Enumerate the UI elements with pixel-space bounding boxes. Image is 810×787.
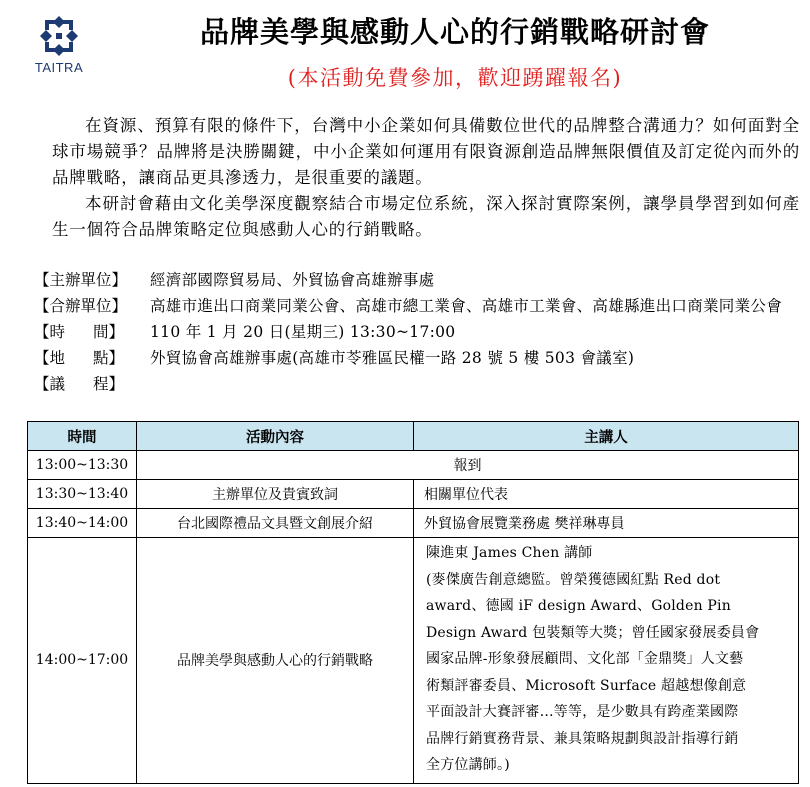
row-time: 13:40~14:00 bbox=[28, 509, 137, 538]
agenda-label-row bbox=[34, 372, 800, 397]
row-time: 13:00~13:30 bbox=[28, 451, 137, 480]
page-subtitle: (本活動免費參加，歡迎踴躍報名) bbox=[287, 66, 623, 90]
speaker-line: 國家品牌-形象發展顧問、文化部「金鼎獎」人文藝 bbox=[426, 651, 744, 667]
speaker-line: 品牌行銷實務背景、兼具策略規劃與設計指導行銷 bbox=[426, 730, 739, 747]
event-info bbox=[34, 268, 800, 398]
co-organizer-row bbox=[34, 294, 800, 319]
header-speaker: 主講人 bbox=[414, 422, 799, 451]
row-content: 報到 bbox=[137, 451, 799, 480]
speaker-line: 平面設計大賽評審…等等，是少數具有跨產業國際 bbox=[426, 704, 739, 720]
co-organizer-label: 【合辦單位】 bbox=[34, 297, 128, 315]
row-time: 14:00~17:00 bbox=[28, 538, 137, 784]
time-label: 【時 間】 bbox=[34, 323, 125, 341]
row-speaker-bio bbox=[414, 538, 799, 784]
taitra-logo bbox=[26, 14, 92, 84]
header-time: 時間 bbox=[28, 422, 137, 451]
intro-paragraph-2: 本研討會藉由文化美學深度觀察結合市場定位系統，深入探討實際案例，讓學員學習到如何產生一個符合品牌策略定位與感動人心的行銷戰略。 bbox=[52, 194, 800, 239]
agenda-table bbox=[27, 421, 799, 784]
agenda-label: 【議 程】 bbox=[34, 375, 125, 393]
organizer-value: 經濟部國際貿易局、外貿協會高雄辦事處 bbox=[150, 271, 435, 289]
row-content: 主辦單位及貴賓致詞 bbox=[137, 480, 414, 509]
intro-section bbox=[52, 113, 800, 243]
table-row bbox=[28, 509, 799, 538]
place-value: 外貿協會高雄辦事處(高雄市苓雅區民權一路 28 號 5 樓 503 會議室) bbox=[150, 349, 635, 367]
row-content: 品牌美學與感動人心的行銷戰略 bbox=[137, 538, 414, 784]
speaker-line: (麥傑廣告創意總監。曾榮獲德國紅點 Red dot bbox=[426, 571, 721, 588]
speaker-line: 全方位講師。) bbox=[426, 757, 510, 773]
row-speaker: 外貿協會展覽業務處 樊祥琳專員 bbox=[414, 509, 799, 538]
speaker-line: Design Award 包裝類等大獎；曾任國家發展委員會 bbox=[426, 624, 760, 641]
place-label: 【地 點】 bbox=[34, 349, 125, 367]
taitra-emblem-icon bbox=[36, 14, 82, 58]
intro-paragraph-1: 在資源、預算有限的條件下，台灣中小企業如何具備數位世代的品牌整合溝通力？如何面對全球市場競爭？品牌將是決勝關鍵，中小企業如何運用有限資源創造品牌無限價值及訂定從內而外的品牌戰略，讓商品更具滲透力，是很重要的議題。 bbox=[52, 116, 800, 187]
header-content: 活動內容 bbox=[137, 422, 414, 451]
page-title: 品牌美學與感動人心的行銷戰略研討會 bbox=[199, 15, 710, 49]
table-row bbox=[28, 480, 799, 509]
table-row bbox=[28, 451, 799, 480]
time-value: 110 年 1 月 20 日(星期三) 13:30~17:00 bbox=[150, 323, 456, 341]
time-row bbox=[34, 320, 800, 345]
speaker-line: award、德國 iF design Award、Golden Pin bbox=[426, 598, 731, 614]
row-speaker: 相關單位代表 bbox=[414, 480, 799, 509]
table-row bbox=[28, 538, 799, 784]
row-content: 台北國際禮品文具暨文創展介紹 bbox=[137, 509, 414, 538]
organizer-label: 【主辦單位】 bbox=[34, 271, 128, 289]
agenda-header-row bbox=[28, 422, 799, 451]
place-row bbox=[34, 346, 800, 371]
speaker-line: 術類評審委員、Microsoft Surface 超越想像創意 bbox=[426, 677, 747, 694]
row-time: 13:30~13:40 bbox=[28, 480, 137, 509]
logo-brand-text: TAITRA bbox=[34, 60, 84, 75]
organizer-row bbox=[34, 268, 800, 293]
speaker-line: 陳進東 James Chen 講師 bbox=[426, 545, 593, 561]
co-organizer-value: 高雄市進出口商業同業公會、高雄市總工業會、高雄市工業會、高雄縣進出口商業同業公會 bbox=[150, 297, 783, 315]
